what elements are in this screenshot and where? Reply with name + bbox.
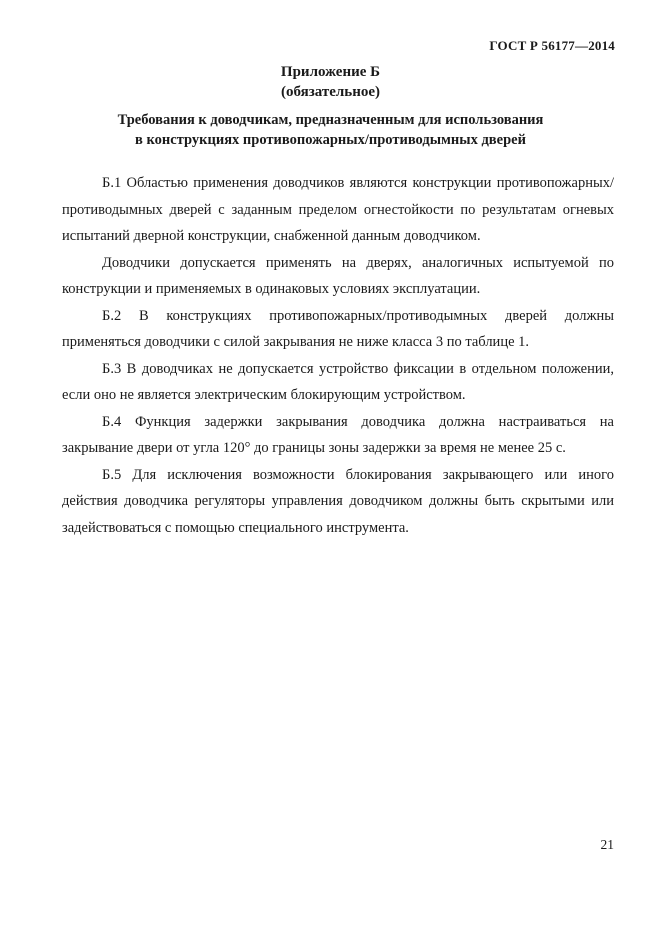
document-code: ГОСТ Р 56177—2014 (489, 38, 615, 53)
appendix-title: Приложение Б (280, 64, 381, 80)
paragraph-b4: Б.4 Функция задержки закрывания доводчика должна настраиваться на закрывание двери от угла 120° до границы зоны задержки за время не менее 25 с. (62, 413, 614, 456)
paragraph-b1-note: Доводчики допускается применять на дверях, аналогичных испытуемой по конструкции и применяемых в одинаковых условиях эксплуатации. (62, 254, 614, 297)
appendix-heading (0, 62, 661, 102)
paragraph-b5: Б.5 Для исключения возможности блокирования закрывающего или иного действия доводчика регуляторы управления доводчиком должны быть скрытыми или задействоваться с помощью специального инструмента. (62, 466, 614, 536)
page-number: 21 (600, 837, 614, 852)
section-title-line-2: в конструкциях противопожарных/противодымных дверей (135, 132, 526, 148)
paragraph-b1: Б.1 Областью применения доводчиков являются конструкции противопожарных/противодымных дверей с заданным пределом огнестойкости по результатам огневых испытаний дверной конструкции, снабженной данным доводчиком. (62, 175, 614, 244)
document-body (62, 170, 614, 541)
appendix-status: (обязательное) (280, 84, 381, 100)
paragraph-b2: Б.2 В конструкциях противопожарных/противодымных дверей должны применяться доводчики с силой закрывания не ниже класса 3 по таблице 1. (62, 307, 614, 350)
section-heading (0, 110, 661, 150)
paragraph-b3: Б.3 В доводчиках не допускается устройство фиксации в отдельном положении, если оно не является электрическим блокирующим устройством. (62, 360, 614, 403)
section-title-line-1: Требования к доводчикам, предназначенным для использования (117, 112, 544, 128)
